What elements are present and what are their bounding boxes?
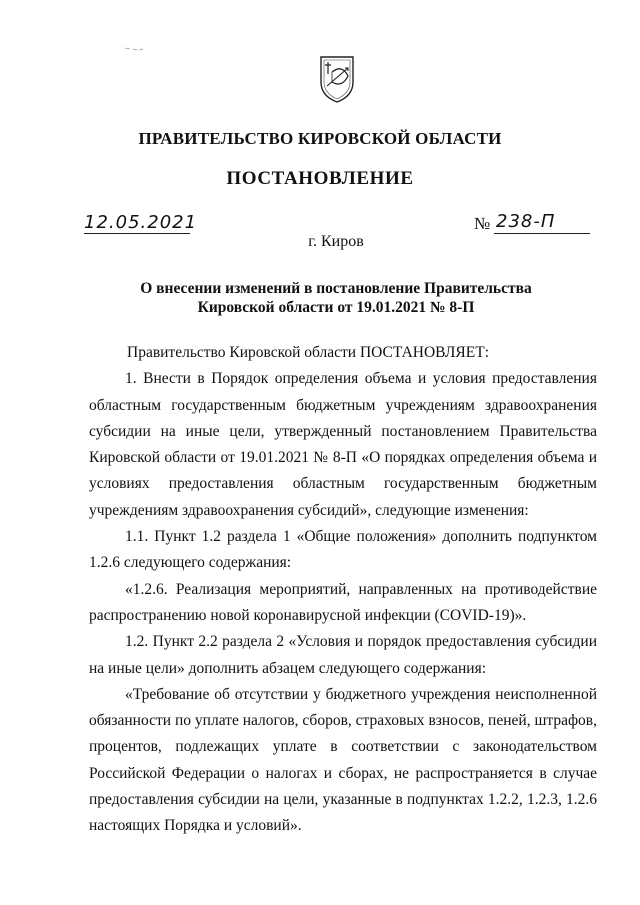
body-paragraph: Правительство Кировской области ПОСТАНОВЛЯЕТ:: [127, 344, 490, 361]
scan-artifact: [124, 46, 144, 52]
body-paragraph: 1.1. Пункт 1.2 раздела 1 «Общие положения» дополнить подпунктом 1.2.6 следующего содержания:: [89, 528, 597, 572]
title-line-1: О внесении изменений в постановление Правительства: [140, 280, 532, 297]
body-paragraph: 1. Внести в Порядок определения объема и условия предоставления областным государственным бюджетным учреждениям здравоохранения субсидии на иные цели, утвержденный постановлением Правительства Кировской области от 19.01.2021 № 8-П «О порядках определения объема и условиях предоставления областным государственным бюджетным учреждениям здравоохранения субсидий», следующие изменения:: [89, 370, 597, 519]
document-date: 12.05.2021: [84, 212, 198, 233]
document-number: 238-П: [496, 211, 556, 232]
document-body: [89, 340, 597, 840]
document-type: ПОСТАНОВЛЕНИЕ: [226, 168, 414, 189]
kirov-coat-of-arms-icon: [318, 54, 356, 104]
number-sign: №: [474, 214, 491, 233]
body-paragraph: «Требование об отсутствии у бюджетного учреждения неисполненной обязанности по уплате налогов, сборов, страховых взносов, пеней, штрафов, процентов, подлежащих уплате в соответствии с законодательством Российской Федерации о налогах и сборах, не распространяется в случае предоставления субсидии на цели, указанные в подпунктах 1.2.2, 1.2.3, 1.2.6 настоящих Порядка и условий».: [89, 685, 597, 835]
document-title: [0, 279, 640, 317]
title-line-2: Кировской области от 19.01.2021 № 8-П: [197, 299, 475, 316]
body-paragraph: «1.2.6. Реализация мероприятий, направленных на противодействие распространению новой коронавирусной инфекции (COVID-19)».: [89, 580, 597, 624]
government-name: ПРАВИТЕЛЬСТВО КИРОВСКОЙ ОБЛАСТИ: [138, 129, 502, 148]
body-paragraph: 1.2. Пункт 2.2 раздела 2 «Условия и порядок предоставления субсидии на иные цели» дополнить абзацем следующего содержания:: [89, 633, 597, 677]
document-city: г. Киров: [308, 233, 364, 250]
